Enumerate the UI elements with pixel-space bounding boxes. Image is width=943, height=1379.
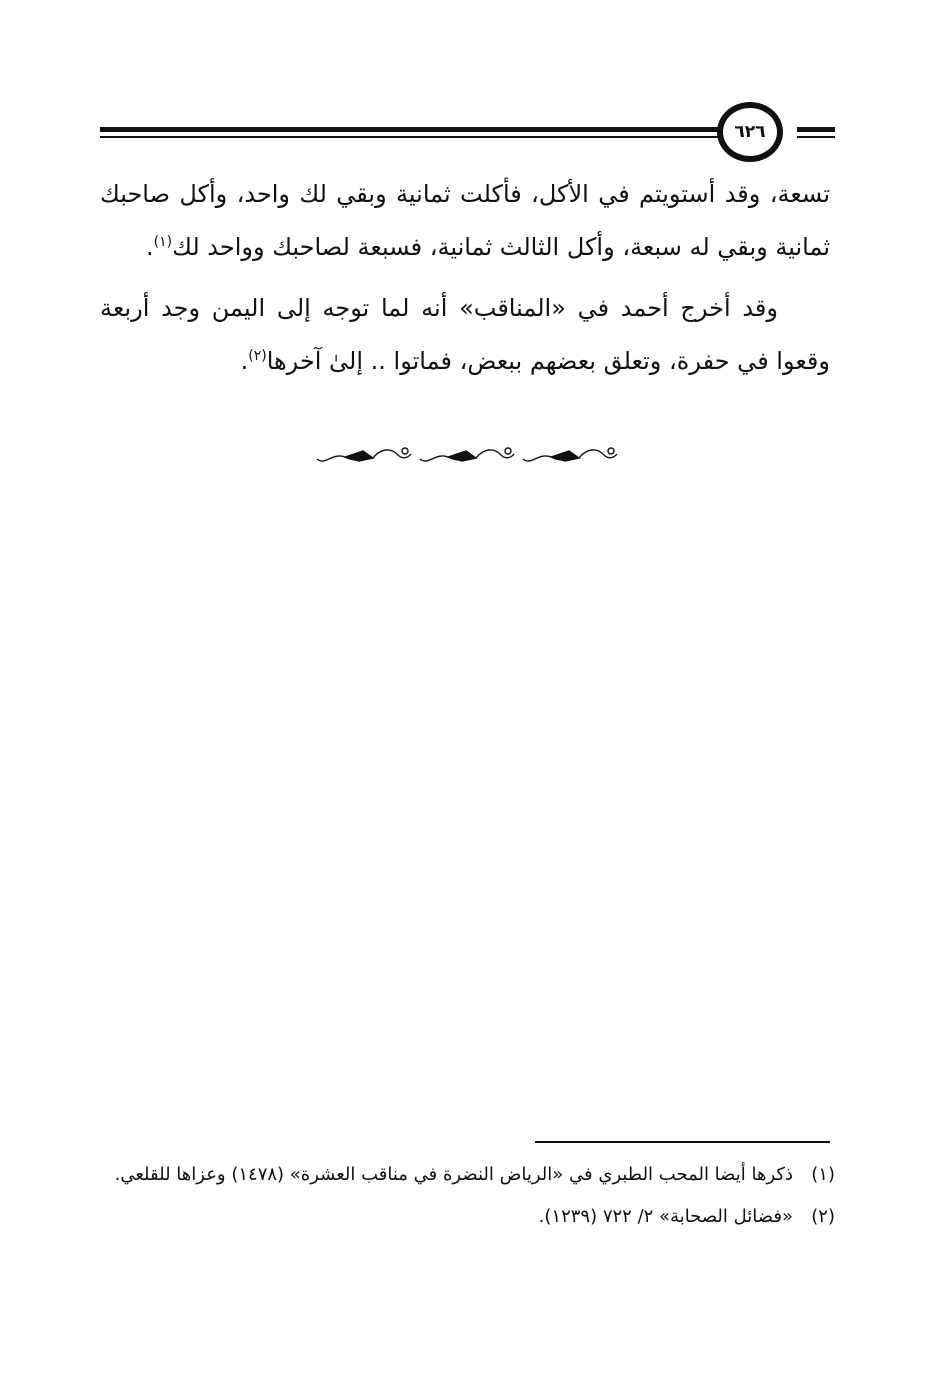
paragraph-2 xyxy=(100,282,830,388)
page-number: ٦٢٦ xyxy=(734,122,766,142)
paragraph-2-text: وقد أخرج أحمد في «المناقب» أنه لما توجه إلى اليمن وجد أربعة وقعوا في حفرة، وتعلق بعضهم ببعض، فماتوا .. إلىٰ آخرها xyxy=(100,294,830,375)
paragraph-1-text: تسعة، وقد أستويتم في الأكل، فأكلت ثمانية وبقي لك واحد، وأكل صاحبك ثمانية وبقي له سبعة، وأكل الثالث ثمانية، فسبعة لصاحبك وواحد لك xyxy=(100,180,830,261)
header-rule-thick xyxy=(100,127,720,132)
paragraph-2-end: . xyxy=(240,347,249,375)
footnote-1-text: ذكرها أيضا المحب الطبري في «الرياض النضرة في مناقب العشرة» (١٤٧٨) وعزاها للقلعي. xyxy=(114,1164,793,1185)
footnote-separator xyxy=(535,1141,830,1143)
paragraph-1-end: . xyxy=(146,233,154,261)
ornament-flourish-1 xyxy=(317,448,411,461)
main-text xyxy=(100,168,830,388)
footnote-2-number: (٢) xyxy=(811,1206,835,1227)
footnotes xyxy=(110,1155,835,1237)
footnote-ref-2: (٢) xyxy=(248,348,267,364)
section-end-ornament xyxy=(315,442,625,468)
header-rule-right-thick xyxy=(797,127,835,132)
footnote-2 xyxy=(110,1197,835,1237)
paragraph-1 xyxy=(100,168,830,274)
page-header xyxy=(100,100,835,170)
footnote-1 xyxy=(110,1155,835,1195)
page-number-badge xyxy=(717,102,783,162)
footnote-1-number: (١) xyxy=(811,1164,835,1185)
footnote-2-text: «فضائل الصحابة» ٢/ ٧٢٢ (١٢٣٩). xyxy=(538,1206,793,1227)
header-rule-thin xyxy=(100,136,720,138)
footnote-ref-1: (١) xyxy=(153,234,173,250)
ornament-flourish-2 xyxy=(420,448,514,461)
ornament-flourish-3 xyxy=(523,448,617,461)
header-rule-right-thin xyxy=(797,136,835,138)
